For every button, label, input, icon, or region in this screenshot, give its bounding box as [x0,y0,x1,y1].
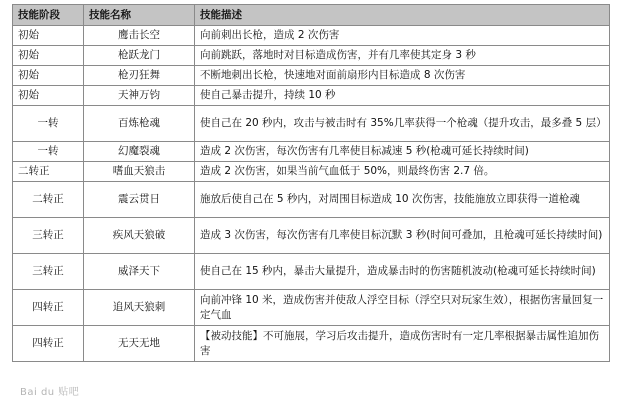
cell-skill-desc: 不断地刺出长枪，快速地对面前扇形内目标造成 8 次伤害 [195,66,610,86]
table-row [13,106,610,142]
cell-skill-name: 疾风天狼破 [84,218,195,254]
cell-skill-name: 无天无地 [84,326,195,362]
cell-skill-name: 枪跃龙门 [84,46,195,66]
header-desc: 技能描述 [195,5,610,26]
cell-skill-desc: 向前跳跃，落地时对目标造成伤害，并有几率使其定身 3 秒 [195,46,610,66]
cell-skill-name: 威泽天下 [84,254,195,290]
header-name: 技能名称 [84,5,195,26]
cell-stage: 三转正 [13,254,84,290]
skill-table [12,4,610,362]
cell-stage: 四转正 [13,326,84,362]
table-row [13,182,610,218]
table-row [13,26,610,46]
table-row [13,326,610,362]
watermark-logo: Bai du 贴吧 [20,387,80,398]
table-header-row [13,5,610,26]
cell-skill-desc: 向前刺出长枪，造成 2 次伤害 [195,26,610,46]
cell-skill-name: 天神万钧 [84,86,195,106]
cell-skill-desc: 【被动技能】不可施展，学习后攻击提升，造成伤害时有一定几率根据暴击属性追加伤害 [195,326,610,362]
cell-stage: 初始 [13,66,84,86]
table-row [13,162,610,182]
cell-stage: 初始 [13,26,84,46]
cell-skill-desc: 造成 3 次伤害，每次伤害有几率使目标沉默 3 秒(时间可叠加，且枪魂可延长持续时间) [195,218,610,254]
cell-skill-desc: 使自己在 20 秒内，攻击与被击时有 35%几率获得一个枪魂（提升攻击，最多叠 5 层） [195,106,610,142]
cell-skill-desc: 施放后使自己在 5 秒内，对周围目标造成 10 次伤害，技能施放立即获得一道枪魂 [195,182,610,218]
table-row [13,254,610,290]
table-row [13,142,610,162]
cell-stage: 二转正 [13,162,84,182]
cell-stage: 三转正 [13,218,84,254]
cell-skill-name: 震云贯日 [84,182,195,218]
cell-stage: 初始 [13,46,84,66]
cell-skill-name: 枪刃狂舞 [84,66,195,86]
cell-stage: 四转正 [13,290,84,326]
cell-skill-desc: 向前冲锋 10 米，造成伤害并使敌人浮空目标（浮空只对玩家生效），根据伤害量回复一定气血 [195,290,610,326]
table-row [13,66,610,86]
skill-table-container [12,4,609,362]
cell-stage: 二转正 [13,182,84,218]
cell-skill-desc: 使自己暴击提升，持续 10 秒 [195,86,610,106]
table-row [13,290,610,326]
cell-stage: 一转 [13,106,84,142]
cell-skill-desc: 造成 2 次伤害，如果当前气血低于 50%，则最终伤害 2.7 倍。 [195,162,610,182]
table-row [13,218,610,254]
cell-skill-name: 鹰击长空 [84,26,195,46]
cell-skill-name: 嗜血天狼击 [84,162,195,182]
cell-skill-name: 幻魔裂魂 [84,142,195,162]
cell-skill-name: 追风天狼刺 [84,290,195,326]
table-row [13,86,610,106]
cell-stage: 初始 [13,86,84,106]
cell-stage: 一转 [13,142,84,162]
cell-skill-desc: 使自己在 15 秒内，暴击大量提升，造成暴击时的伤害随机波动(枪魂可延长持续时间) [195,254,610,290]
table-row [13,46,610,66]
cell-skill-desc: 造成 2 次伤害，每次伤害有几率使目标减速 5 秒(枪魂可延长持续时间) [195,142,610,162]
header-stage: 技能阶段 [13,5,84,26]
cell-skill-name: 百炼枪魂 [84,106,195,142]
